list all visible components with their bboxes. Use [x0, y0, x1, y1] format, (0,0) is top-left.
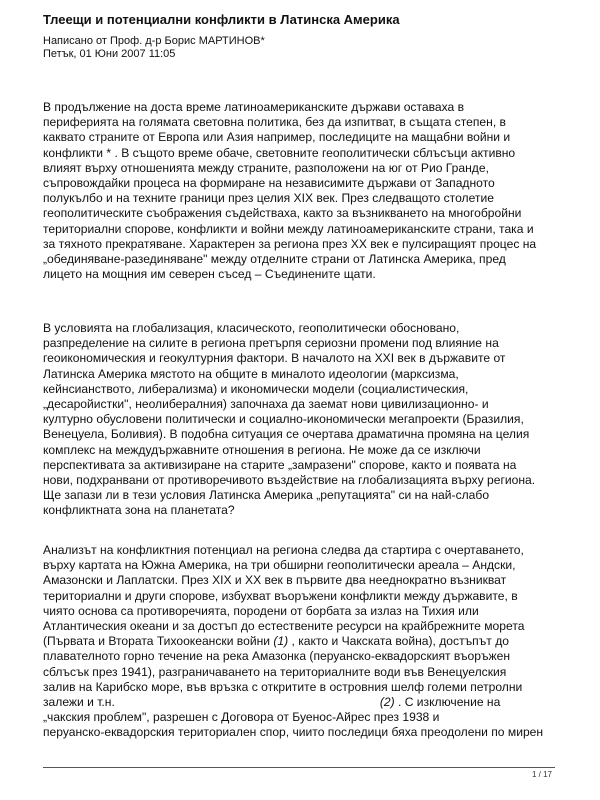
- paragraph-line: културно обусловени политически и социално-икономически мегапроекти (Бразилия,: [43, 412, 524, 427]
- paragraph-line: върху картата на Южна Америка, на три обширни геополитически ареала – Андски,: [43, 558, 516, 573]
- paragraph-line: Латинска Америка мястото на общите в миналото идеологии (марксизма,: [43, 366, 459, 381]
- paragraph-line: кейнсианството, либерализма) и икономически модели (социалистическия,: [43, 381, 469, 396]
- paragraph-line: чиято основа са противоречията, породени от борбата за излаз на Тихия или: [43, 603, 479, 618]
- author-line: Написано от Проф. д-р Борис МАРТИНОВ*: [43, 35, 265, 47]
- paragraph-line: лицето на мощния им северен съсед – Съединените щати.: [43, 267, 376, 282]
- footnote-ref-2[interactable]: (2): [379, 695, 395, 710]
- paragraph-line: комплекс на междудържавните отношения в региона. Не може да се изключи: [43, 442, 481, 457]
- paragraph-line: геополитическите съображения съдействаха, както за възникването на многобройни: [43, 206, 522, 221]
- paragraph-line: Ще запази ли в тези условия Латинска Америка „репутацията" си на най-слабо: [43, 488, 490, 503]
- paragraph-line: каквато страните от Европа или Азия например, последиците на мащабни войни и: [43, 130, 511, 145]
- article-meta: [43, 35, 265, 61]
- paragraph-line: перуанско-еквадорския териториален спор, чиито последици бяха преодолени по мирен: [43, 725, 544, 740]
- paragraph-line: сблъсък през 1941), разграничаването на териториалните води във Венецуелския: [43, 664, 507, 679]
- paragraph-line: „десаройистки", неолибералния) започнаха да заемат нови цивилизационно- и: [43, 397, 489, 412]
- line-text: , както и Чакската война), достъпът до: [288, 634, 509, 649]
- paragraph-line: Анализът на конфликтния потенциал на региона следва да стартира с очертаването,: [43, 543, 524, 557]
- paragraph-line: разпределение на силите в региона претърпя сериозни промени под влияние на: [43, 336, 499, 351]
- line-text: . С изключение на: [394, 695, 501, 710]
- paragraph-line: [43, 695, 563, 710]
- paragraph-line: полукълбо и на техните граници през целия XIX век. През следващото столетие: [43, 191, 494, 206]
- paragraph-line: геоикономическия и геокултурния фактори. В началото на XXI век в държавите от: [43, 351, 506, 366]
- paragraph-3: [43, 543, 563, 741]
- paragraph-line: териториални спорове, конфликти и войни между латиноамериканските страни, така и: [43, 221, 534, 236]
- paragraph-line: В продължение на доста време латиноамериканските държави оставаха в: [43, 100, 465, 114]
- paragraph-line: [43, 634, 563, 649]
- paragraph-1: [43, 100, 563, 282]
- paragraph-line: Атлантическия океани и за достъп до естествените ресурси на крайбрежните морета: [43, 619, 525, 634]
- line-text: залежи и т.н.: [43, 695, 115, 710]
- date-line: Петък, 01 Юни 2007 11:05: [43, 48, 176, 60]
- page-number: 1 / 17: [531, 770, 552, 779]
- paragraph-line: „обединяване-разединяване" между отделните страни от Латинска Америка, пред: [43, 252, 506, 267]
- line-text: (Първата и Втората Тихоокеански войни: [43, 634, 274, 649]
- paragraph-line: съпровождайки процеса на формиране на независимите държави от Западното: [43, 176, 495, 191]
- article-title: Тлеещи и потенциални конфликти в Латинска Америка: [43, 12, 400, 27]
- paragraph-line: конфликти * . В същото време обаче, световните геополитически сблъсъци активно: [43, 145, 516, 160]
- paragraph-line: перспективата за активизиране на старите „замразени" спорове, както и появата на: [43, 457, 517, 472]
- paragraph-line: плавателното горно течение на река Амазонка (перуанско-еквадорският въоръжен: [43, 649, 511, 664]
- paragraph-line: влияят върху отношенията между страните, разположени на юг от Рио Гранде,: [43, 160, 489, 175]
- paragraph-line: „чакския проблем", разрешен с Договора от Буенос-Айрес през 1938 и: [43, 710, 440, 725]
- footnote-ref-1[interactable]: (1): [273, 634, 289, 649]
- paragraph-2: [43, 321, 563, 519]
- paragraph-line: Амазонски и Лаплатски. През XIX и XX век в първите два нееднократно възникват: [43, 573, 507, 588]
- paragraph-line: залив на Карибско море, във връзка с откритите в островния шелф големи петролни: [43, 679, 523, 694]
- paragraph-line: Венецуела, Боливия). В подобна ситуация се очертава драматична промяна на целия: [43, 427, 530, 442]
- paragraph-line: В условията на глобализация, класическото, геополитически обосновано,: [43, 321, 460, 335]
- paragraph-line: териториални и други спорове, избухват въоръжени конфликти между държавите, в: [43, 588, 518, 603]
- paragraph-line: за тяхното прекратяване. Характерен за региона през XX век е пулсиращият процес на: [43, 236, 537, 251]
- paragraph-line: конфликтната зона на планетата?: [43, 503, 235, 518]
- paragraph-line: нови, подхранвани от противоречивото въздействие на глобализацията върху региона.: [43, 473, 536, 488]
- footer-divider: [43, 767, 555, 768]
- paragraph-line: периферията на голямата световна политика, без да изпитват, в същата степен, в: [43, 115, 506, 130]
